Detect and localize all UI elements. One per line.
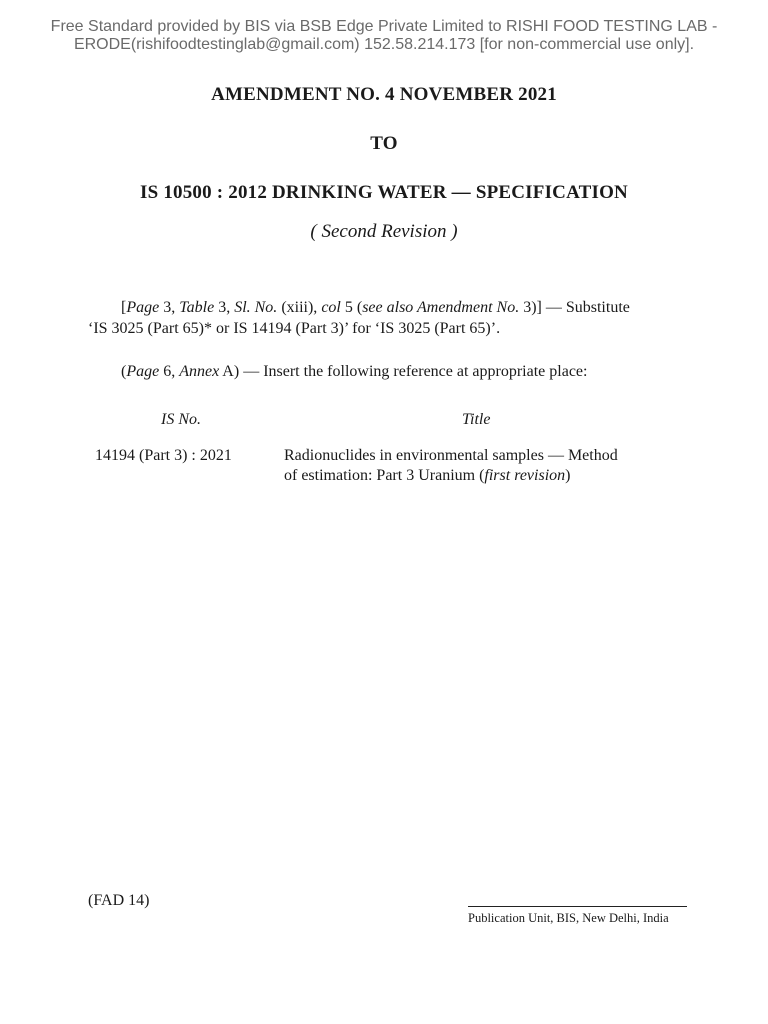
- standard-title: IS 10500 : 2012 DRINKING WATER — SPECIFICATION: [140, 182, 628, 203]
- slno-label: Sl. No.: [234, 299, 278, 316]
- reference-title-line-2: [284, 466, 570, 486]
- col-label: col: [321, 299, 341, 316]
- watermark-notice: [0, 18, 768, 54]
- amendment-title: AMENDMENT NO. 4 NOVEMBER 2021: [211, 84, 557, 105]
- bracket-open: [: [121, 299, 127, 316]
- page-label-2: Page: [126, 363, 160, 380]
- page-value-2: 6,: [159, 363, 180, 380]
- amendment-clause-2: [121, 361, 587, 382]
- reference-title-line-1: Radionuclides in environmental samples — Method: [284, 447, 618, 464]
- watermark-line-1: Free Standard provided by BIS via BSB Edge Private Limited to RISHI FOOD TESTING LAB -: [50, 18, 718, 35]
- see-also-reference: see also Amendment No.: [362, 299, 520, 316]
- insert-instruction: A) — Insert the following reference at appropriate place:: [219, 363, 588, 380]
- revision-subtitle: ( Second Revision ): [310, 221, 458, 242]
- paren-open: (: [121, 363, 127, 380]
- table-value: 3,: [214, 299, 235, 316]
- signature-rule: [468, 906, 687, 907]
- reference-title-post: ): [565, 467, 571, 484]
- table-label: Table: [179, 299, 215, 316]
- page-label: Page: [126, 299, 160, 316]
- amendment-clause-1-line-1: [121, 297, 630, 318]
- reference-is-number: 14194 (Part 3) : 2021: [95, 447, 232, 464]
- to-heading: TO: [370, 133, 398, 154]
- amendment-clause-1-line-2: ‘IS 3025 (Part 65)* or IS 14194 (Part 3)’ for ‘IS 3025 (Part 65)’.: [88, 320, 501, 337]
- publisher-line: Publication Unit, BIS, New Delhi, India: [468, 911, 669, 925]
- column-header-is-no: IS No.: [161, 411, 201, 428]
- column-header-title: Title: [462, 411, 491, 428]
- col-value: 5 (: [340, 299, 363, 316]
- reference-title-pre: of estimation: Part 3 Uranium (: [284, 467, 485, 484]
- annex-label: Annex: [179, 363, 220, 380]
- committee-code: (FAD 14): [88, 892, 150, 909]
- reference-title-revision: first revision: [484, 467, 566, 484]
- page-value: 3,: [159, 299, 180, 316]
- slno-value: (xiii),: [277, 299, 322, 316]
- watermark-line-2: ERODE(rishifoodtestinglab@gmail.com) 152.58.214.173 [for non-commercial use only].: [73, 36, 695, 53]
- substitute-text: 3)] — Substitute: [519, 299, 630, 316]
